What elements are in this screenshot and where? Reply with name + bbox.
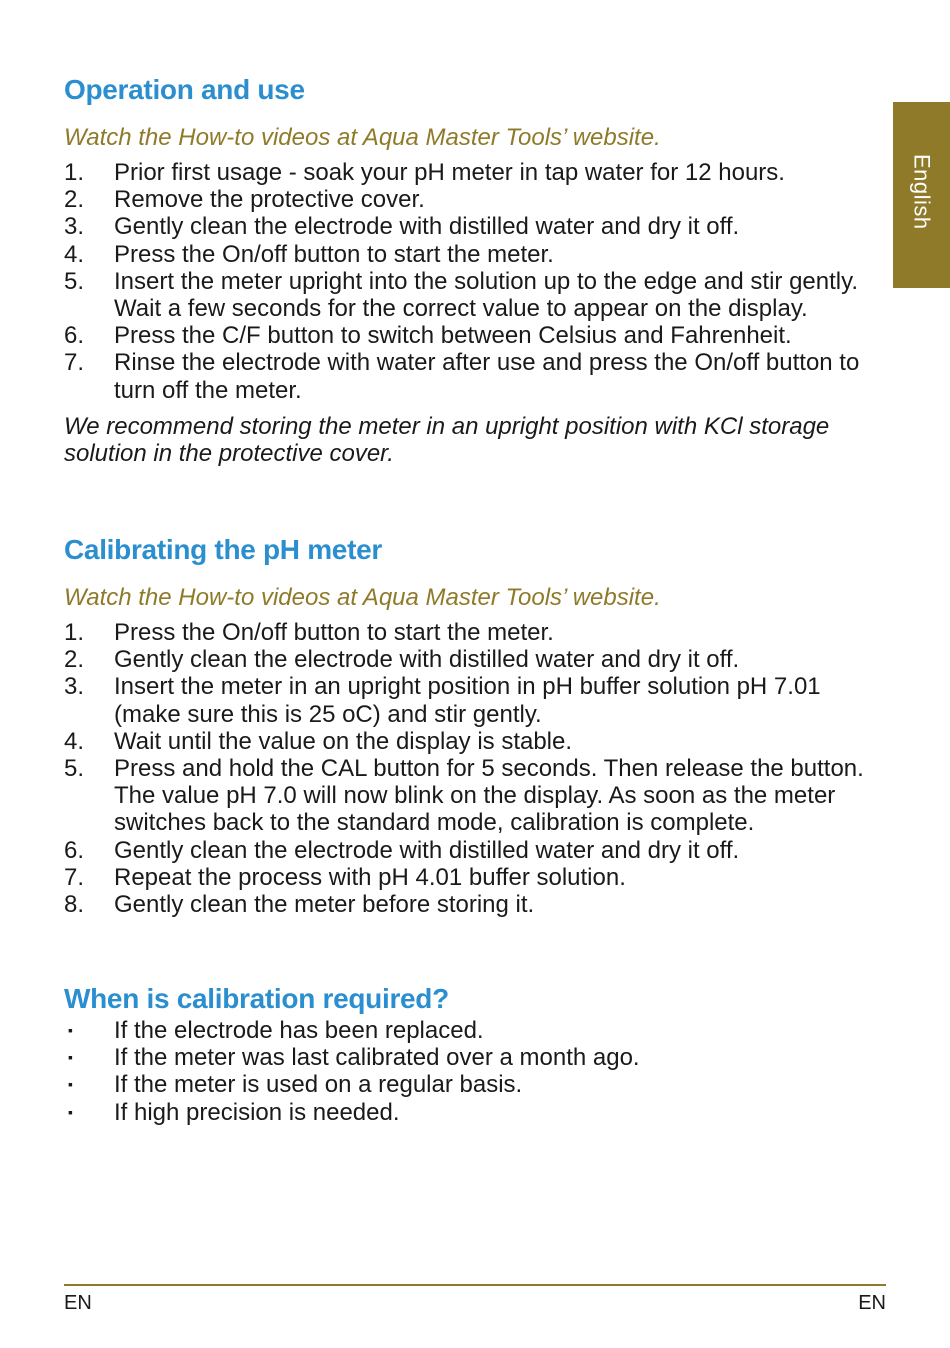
when-required-section xyxy=(64,982,884,1126)
list-item xyxy=(64,864,884,891)
step-number: 5. xyxy=(64,267,85,295)
step-text: Repeat the process with pH 4.01 buffer solution. xyxy=(114,863,626,891)
when-required-list xyxy=(64,1017,884,1126)
operation-section xyxy=(64,73,884,467)
list-item xyxy=(64,268,884,322)
list-item xyxy=(64,646,884,673)
step-text: Gently clean the electrode with distilled water and dry it off. xyxy=(114,646,740,674)
step-number: 3. xyxy=(64,213,85,241)
calibrating-subtitle: Watch the How-to videos at Aqua Master Tools’ website. xyxy=(64,584,661,611)
operation-steps xyxy=(64,159,884,404)
step-text: Press and hold the CAL button for 5 seconds. Then release the button. The value pH 7.0 will now blink on the display. As soon as the meter switches back to the standard mode, calibration is complete. xyxy=(114,755,864,837)
step-number: 4. xyxy=(64,240,85,268)
list-item xyxy=(64,1099,884,1126)
step-number: 1. xyxy=(64,619,85,646)
list-item xyxy=(64,1044,884,1071)
bullet-text: If the meter is used on a regular basis. xyxy=(114,1071,523,1099)
step-number: 3. xyxy=(64,673,85,701)
step-text: Gently clean the electrode with distilled water and dry it off. xyxy=(114,213,740,241)
operation-heading: Operation and use xyxy=(64,74,305,105)
list-item xyxy=(64,349,884,403)
list-item xyxy=(64,186,884,213)
bullet-text: If the meter was last calibrated over a month ago. xyxy=(114,1044,640,1072)
language-tab-label: English xyxy=(909,154,935,230)
calibrating-heading: Calibrating the pH meter xyxy=(64,534,382,565)
list-item xyxy=(64,1017,884,1044)
step-text: Rinse the electrode with water after use and press the On/off button to turn off the meter. xyxy=(114,349,860,404)
step-number: 1. xyxy=(64,159,85,186)
list-item xyxy=(64,1071,884,1098)
step-text: Insert the meter upright into the solution up to the edge and stir gently. Wait a few seconds for the correct value to appear on the display. xyxy=(114,267,859,323)
storage-note: We recommend storing the meter in an upright position with KCl storage solution in the protective cover. xyxy=(64,412,830,468)
step-number: 4. xyxy=(64,727,85,755)
step-number: 6. xyxy=(64,322,85,350)
footer-divider xyxy=(64,1284,886,1286)
bullet-icon: ▪ xyxy=(68,1103,73,1120)
list-item xyxy=(64,673,884,727)
step-number: 7. xyxy=(64,349,85,377)
list-item xyxy=(64,728,884,755)
bullet-icon: ▪ xyxy=(68,1076,73,1093)
step-text: Press the On/off button to start the meter. xyxy=(114,619,554,646)
step-text: Press the C/F button to switch between Celsius and Fahrenheit. xyxy=(114,322,792,350)
step-text: Gently clean the electrode with distilled water and dry it off. xyxy=(114,836,740,864)
list-item xyxy=(64,891,884,918)
step-number: 7. xyxy=(64,863,85,891)
bullet-text: If the electrode has been replaced. xyxy=(114,1017,484,1044)
step-text: Insert the meter in an upright position in pH buffer solution pH 7.01 (make sure this is 25 oC) and stir gently. xyxy=(114,673,821,728)
when-required-heading: When is calibration required? xyxy=(64,983,449,1014)
step-number: 8. xyxy=(64,891,85,919)
list-item xyxy=(64,619,884,646)
bullet-text: If high precision is needed. xyxy=(114,1098,400,1126)
list-item xyxy=(64,837,884,864)
operation-subtitle: Watch the How-to videos at Aqua Master Tools’ website. xyxy=(64,124,661,151)
calibrating-steps xyxy=(64,619,884,918)
step-number: 2. xyxy=(64,646,85,674)
footer-language-right: EN xyxy=(858,1292,886,1314)
calibrating-section xyxy=(64,533,884,918)
bullet-icon: ▪ xyxy=(68,1022,73,1038)
step-text: Wait until the value on the display is stable. xyxy=(114,727,573,755)
step-text: Prior first usage - soak your pH meter in tap water for 12 hours. xyxy=(114,159,785,186)
footer-language-left: EN xyxy=(64,1292,92,1314)
language-tab[interactable] xyxy=(893,102,950,288)
list-item xyxy=(64,322,884,349)
list-item xyxy=(64,241,884,268)
list-item xyxy=(64,213,884,240)
step-text: Gently clean the meter before storing it. xyxy=(114,891,535,919)
step-text: Press the On/off button to start the meter. xyxy=(114,240,554,268)
step-number: 6. xyxy=(64,836,85,864)
list-item xyxy=(64,159,884,186)
step-text: Remove the protective cover. xyxy=(114,186,425,214)
step-number: 2. xyxy=(64,186,85,214)
list-item xyxy=(64,755,884,837)
step-number: 5. xyxy=(64,755,85,783)
bullet-icon: ▪ xyxy=(68,1049,73,1066)
